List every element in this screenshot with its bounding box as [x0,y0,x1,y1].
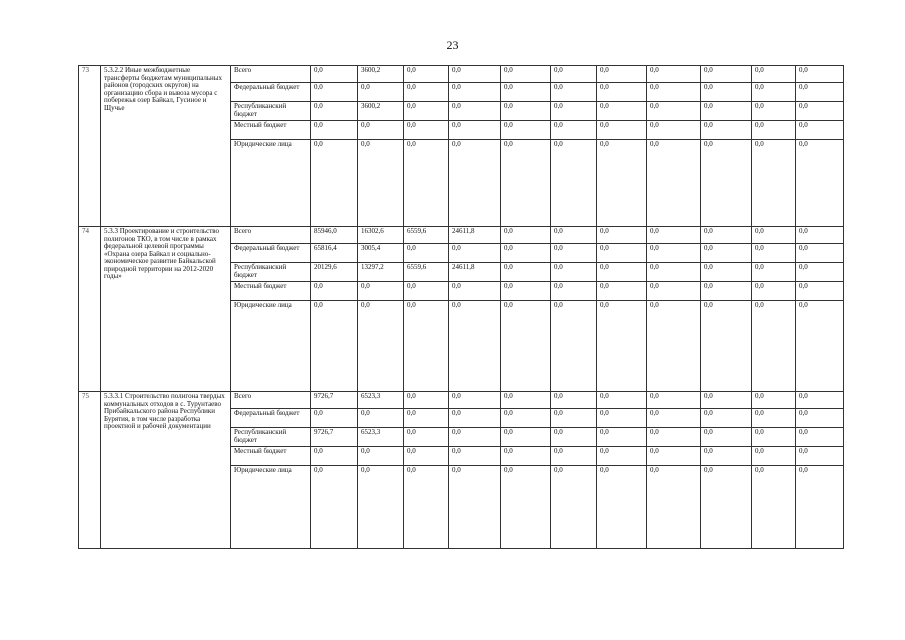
value-cell: 0,0 [701,140,752,227]
value-cell: 0,0 [551,140,597,227]
table-row [79,392,844,409]
value-cell: 0,0 [404,447,449,466]
value-cell: 0,0 [752,66,796,83]
value-cell: 0,0 [796,263,844,282]
value-cell: 24611,8 [449,227,501,244]
funding-source: Всего [231,66,311,83]
value-cell: 0,0 [551,66,597,83]
value-cell: 0,0 [449,83,501,102]
table-row [79,66,844,83]
value-cell: 0,0 [752,301,796,392]
value-cell: 0,0 [597,409,647,428]
value-cell: 0,0 [752,140,796,227]
value-cell: 0,0 [597,282,647,301]
value-cell: 0,0 [752,227,796,244]
value-cell: 0,0 [501,466,551,549]
value-cell: 0,0 [501,227,551,244]
value-cell: 0,0 [701,121,752,140]
value-cell: 0,0 [597,121,647,140]
value-cell: 9726,7 [311,392,358,409]
value-cell: 0,0 [752,466,796,549]
value-cell: 6523,3 [358,428,404,447]
value-cell: 0,0 [501,263,551,282]
value-cell: 0,0 [796,409,844,428]
value-cell: 0,0 [449,428,501,447]
value-cell: 0,0 [551,282,597,301]
value-cell: 0,0 [501,392,551,409]
value-cell: 0,0 [647,83,701,102]
value-cell: 6523,3 [358,392,404,409]
value-cell: 0,0 [796,466,844,549]
value-cell: 20129,6 [311,263,358,282]
value-cell: 0,0 [449,102,501,121]
value-cell: 0,0 [701,244,752,263]
value-cell: 0,0 [449,282,501,301]
funding-source: Юридические лица [231,301,311,392]
value-cell: 0,0 [404,83,449,102]
value-cell: 0,0 [551,428,597,447]
value-cell: 0,0 [551,447,597,466]
value-cell: 0,0 [449,121,501,140]
value-cell: 0,0 [311,466,358,549]
activity-title: 5.3.3 Проектирование и строительство полигонов ТКО, в том числе в рамках федеральной целевой программы «Охрана озера Байкал и социально-экономическое развитие Байкальской природной территории на 2012-2020 годы» [101,227,231,392]
value-cell: 0,0 [404,392,449,409]
value-cell: 0,0 [701,282,752,301]
value-cell: 3600,2 [358,102,404,121]
value-cell: 0,0 [449,301,501,392]
value-cell: 0,0 [404,102,449,121]
value-cell: 0,0 [701,83,752,102]
value-cell: 0,0 [701,227,752,244]
value-cell: 0,0 [647,466,701,549]
value-cell: 0,0 [647,409,701,428]
value-cell: 9726,7 [311,428,358,447]
funding-source: Всего [231,392,311,409]
value-cell: 0,0 [796,392,844,409]
funding-source: Федеральный бюджет [231,409,311,428]
value-cell: 0,0 [597,428,647,447]
value-cell: 0,0 [551,263,597,282]
value-cell: 0,0 [597,227,647,244]
activity-title: 5.3.3.1 Строительство полигона твердых коммунальных отходов в с. Турунтаево Прибайкальского района Республики Бурятия, в том числе разработка проектной и рабочей документации [101,392,231,549]
value-cell: 0,0 [647,428,701,447]
value-cell: 24611,8 [449,263,501,282]
value-cell: 0,0 [752,447,796,466]
value-cell: 0,0 [551,244,597,263]
value-cell: 0,0 [597,83,647,102]
value-cell: 0,0 [358,121,404,140]
value-cell: 16302,6 [358,227,404,244]
funding-source: Местный бюджет [231,121,311,140]
value-cell: 0,0 [701,102,752,121]
value-cell: 0,0 [551,121,597,140]
value-cell: 0,0 [551,102,597,121]
value-cell: 0,0 [796,140,844,227]
value-cell: 0,0 [597,66,647,83]
value-cell: 0,0 [597,301,647,392]
value-cell: 0,0 [449,244,501,263]
value-cell: 0,0 [796,121,844,140]
value-cell: 0,0 [647,102,701,121]
value-cell: 0,0 [701,447,752,466]
value-cell: 0,0 [404,66,449,83]
funding-source: Юридические лица [231,140,311,227]
value-cell: 0,0 [597,263,647,282]
value-cell: 0,0 [501,301,551,392]
value-cell: 0,0 [701,263,752,282]
funding-source: Местный бюджет [231,447,311,466]
value-cell: 0,0 [358,447,404,466]
value-cell: 0,0 [647,282,701,301]
value-cell: 0,0 [449,66,501,83]
value-cell: 0,0 [551,83,597,102]
value-cell: 0,0 [358,282,404,301]
value-cell: 85946,0 [311,227,358,244]
value-cell: 0,0 [701,409,752,428]
value-cell: 0,0 [752,392,796,409]
value-cell: 0,0 [647,263,701,282]
funding-source: Республиканский бюджет [231,263,311,282]
value-cell: 0,0 [311,121,358,140]
value-cell: 0,0 [647,301,701,392]
funding-source: Федеральный бюджет [231,244,311,263]
value-cell: 0,0 [311,66,358,83]
value-cell: 0,0 [311,83,358,102]
value-cell: 6559,6 [404,263,449,282]
value-cell: 0,0 [752,83,796,102]
value-cell: 0,0 [449,466,501,549]
value-cell: 0,0 [501,140,551,227]
value-cell: 65816,4 [311,244,358,263]
value-cell: 0,0 [701,428,752,447]
value-cell: 0,0 [311,301,358,392]
value-cell: 0,0 [752,282,796,301]
funding-source: Республиканский бюджет [231,102,311,121]
table-body [79,66,844,549]
value-cell: 0,0 [501,83,551,102]
value-cell: 0,0 [358,466,404,549]
value-cell: 0,0 [752,428,796,447]
row-number: 73 [79,66,101,227]
value-cell: 3600,2 [358,66,404,83]
value-cell: 0,0 [358,409,404,428]
value-cell: 0,0 [647,244,701,263]
activity-title: 5.3.2.2 Иные межбюджетные трансферты бюджетам муниципальных районов (городских округов) на организацию сбора и вывоза мусора с побережья озер Байкал, Гусиное и Щучье [101,66,231,227]
value-cell: 0,0 [752,263,796,282]
page-number: 23 [446,38,459,52]
value-cell: 0,0 [647,66,701,83]
value-cell: 0,0 [647,140,701,227]
value-cell: 0,0 [311,140,358,227]
value-cell: 0,0 [796,244,844,263]
value-cell: 0,0 [501,66,551,83]
value-cell: 0,0 [752,409,796,428]
row-number: 74 [79,227,101,392]
budget-table [78,65,844,549]
value-cell: 0,0 [701,392,752,409]
value-cell: 0,0 [311,447,358,466]
value-cell: 0,0 [551,409,597,428]
value-cell: 0,0 [404,409,449,428]
value-cell: 0,0 [647,447,701,466]
value-cell: 0,0 [752,121,796,140]
value-cell: 0,0 [597,447,647,466]
value-cell: 0,0 [404,466,449,549]
value-cell: 0,0 [311,409,358,428]
value-cell: 0,0 [551,227,597,244]
value-cell: 0,0 [501,282,551,301]
value-cell: 0,0 [647,227,701,244]
value-cell: 0,0 [597,140,647,227]
value-cell: 0,0 [796,282,844,301]
value-cell: 0,0 [501,447,551,466]
value-cell: 0,0 [647,392,701,409]
value-cell: 0,0 [701,66,752,83]
value-cell: 0,0 [358,301,404,392]
value-cell: 0,0 [752,102,796,121]
value-cell: 0,0 [404,301,449,392]
value-cell: 0,0 [501,244,551,263]
value-cell: 0,0 [796,102,844,121]
value-cell: 0,0 [796,227,844,244]
value-cell: 0,0 [796,301,844,392]
table-row [79,227,844,244]
value-cell: 0,0 [311,282,358,301]
value-cell: 0,0 [501,102,551,121]
value-cell: 0,0 [449,392,501,409]
value-cell: 0,0 [597,392,647,409]
value-cell: 0,0 [311,102,358,121]
value-cell: 0,0 [796,66,844,83]
row-number: 75 [79,392,101,549]
value-cell: 0,0 [404,244,449,263]
value-cell: 0,0 [404,121,449,140]
funding-source: Местный бюджет [231,282,311,301]
value-cell: 0,0 [551,301,597,392]
value-cell: 0,0 [358,140,404,227]
value-cell: 0,0 [597,102,647,121]
value-cell: 0,0 [597,244,647,263]
funding-source: Всего [231,227,311,244]
value-cell: 0,0 [501,428,551,447]
funding-source: Федеральный бюджет [231,83,311,102]
value-cell: 0,0 [404,140,449,227]
value-cell: 0,0 [701,466,752,549]
value-cell: 0,0 [501,409,551,428]
value-cell: 0,0 [796,83,844,102]
value-cell: 0,0 [358,83,404,102]
value-cell: 0,0 [404,428,449,447]
value-cell: 6559,6 [404,227,449,244]
value-cell: 0,0 [449,447,501,466]
value-cell: 0,0 [597,466,647,549]
value-cell: 0,0 [796,428,844,447]
funding-source: Республиканский бюджет [231,428,311,447]
value-cell: 3005,4 [358,244,404,263]
value-cell: 0,0 [752,244,796,263]
value-cell: 13297,2 [358,263,404,282]
value-cell: 0,0 [701,301,752,392]
value-cell: 0,0 [647,121,701,140]
funding-source: Юридические лица [231,466,311,549]
value-cell: 0,0 [796,447,844,466]
value-cell: 0,0 [551,392,597,409]
value-cell: 0,0 [449,140,501,227]
value-cell: 0,0 [551,466,597,549]
value-cell: 0,0 [404,282,449,301]
value-cell: 0,0 [449,409,501,428]
value-cell: 0,0 [501,121,551,140]
